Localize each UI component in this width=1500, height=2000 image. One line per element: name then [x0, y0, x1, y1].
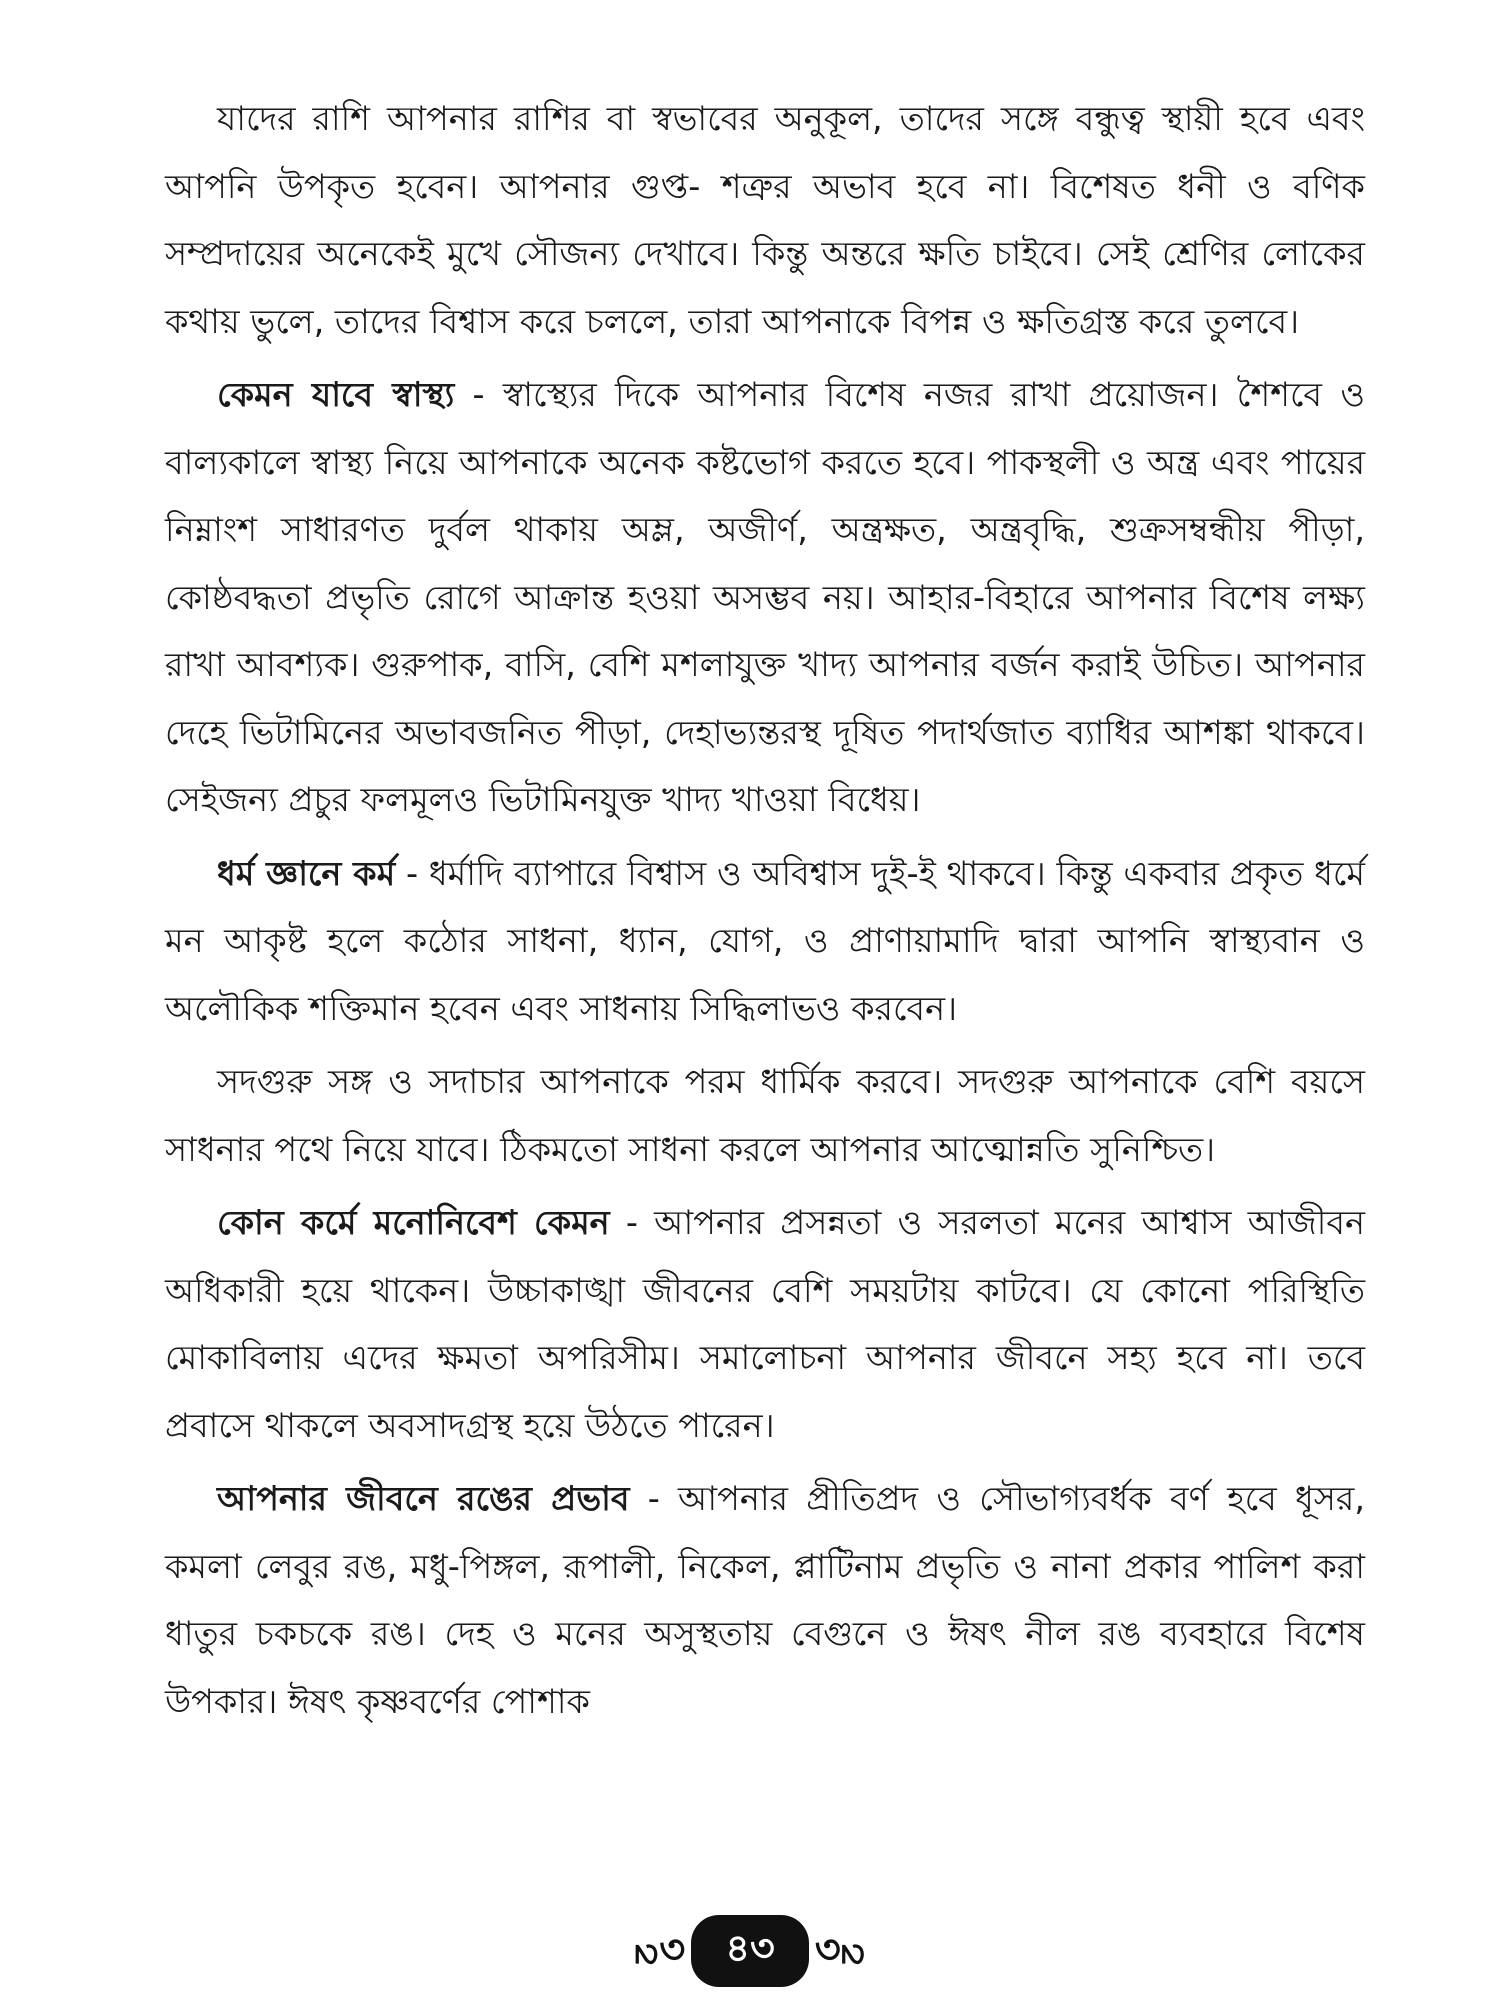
section-heading: ধর্ম জ্ঞানে কর্ম — [217, 853, 396, 893]
section-heading: কেমন যাবে স্বাস্থ্য — [217, 375, 455, 414]
paragraph-religion — [165, 840, 1365, 1043]
page-footer — [0, 1915, 1500, 1987]
paragraph-career — [165, 1189, 1365, 1459]
paragraph-text: - আপনার প্রসন্নতা ও সরলতা মনের আশ্বাস আজীবন অধিকারী হয়ে থাকেন। উচ্চাকাঙ্খা জীবনের বেশি সময়টায় কাটবে। যে কোনো পরিস্থিতি মোকাবিলায় এদের ক্ষমতা অপরিসীম। সমালোচনা আপনার জীবনে সহ্য হবে না। তবে প্রবাসে থাকলে অবসাদগ্রস্থ হয়ে উঠতে পারেন। — [165, 1203, 1365, 1445]
paragraph-text: - ধর্মাদি ব্যাপারে বিশ্বাস ও অবিশ্বাস দুই-ই থাকবে। কিন্তু একবার প্রকৃত ধর্মে মন আকৃষ্ট হলে কঠোর সাধনা, ধ্যান, যোগ, ও প্রাণায়ামাদি দ্বারা আপনি স্বাস্থ্যবান ও অলৌকিক শক্তিমান হবেন এবং সাধনায় সিদ্ধিলাভও করবেন। — [165, 853, 1365, 1028]
paragraph-colors — [165, 1465, 1365, 1735]
footer-ornament-left: ꩳ৩ — [634, 1926, 686, 1973]
paragraph-guru — [165, 1048, 1365, 1183]
page-body — [165, 85, 1365, 1735]
paragraph-text: - আপনার প্রীতিপ্রদ ও সৌভাগ্যবর্ধক বর্ণ হবে ধূসর, কমলা লেবুর রঙ, মধু-পিঙ্গল, রূপালী, নিকেল, প্লাটিনাম প্রভৃতি ও নানা প্রকার পালিশ করা ধাতুর চকচকে রঙ। দেহ ও মনের অসুস্থতায় বেগুনে ও ঈষৎ নীল রঙ ব্যবহারে বিশেষ উপকার। ঈষৎ কৃষ্ণবর্ণের পোশাক — [165, 1479, 1365, 1721]
paragraph-text: - স্বাস্থ্যের দিকে আপনার বিশেষ নজর রাখা প্রয়োজন। শৈশবে ও বাল্যকালে স্বাস্থ্য নিয়ে আপনাকে অনেক কষ্টভোগ করতে হবে। পাকস্থলী ও অন্ত্র এবং পায়ের নিম্নাংশ সাধারণত দুর্বল থাকায় অম্ল, অজীর্ণ, অন্ত্রক্ষত, অন্ত্রবৃদ্ধি, শুক্রসম্বন্ধীয় পীড়া, কোষ্ঠবদ্ধতা প্রভৃতি রোগে আক্রান্ত হওয়া অসম্ভব নয়। আহার-বিহারে আপনার বিশেষ লক্ষ্য রাখা আবশ্যক। গুরুপাক, বাসি, বেশি মশলাযুক্ত খাদ্য আপনার বর্জন করাই উচিত। আপনার দেহে ভিটামিনের অভাবজনিত পীড়া, দেহাভ্যন্তরস্থ দূষিত পদার্থজাত ব্যাধির আশঙ্কা থাকবে। সেইজন্য প্রচুর ফলমূলও ভিটামিনযুক্ত খাদ্য খাওয়া বিধেয়। — [165, 375, 1365, 819]
paragraph-intro — [165, 85, 1365, 355]
section-heading: আপনার জীবনে রঙের প্রভাব — [217, 1479, 630, 1518]
footer-ornament-right: ৩ꩳ — [814, 1926, 866, 1973]
paragraph-text: সদগুরু সঙ্গ ও সদাচার আপনাকে পরম ধার্মিক করবে। সদগুরু আপনাকে বেশি বয়সে সাধনার পথে নিয়ে যাবে। ঠিকমতো সাধনা করলে আপনার আত্মোন্নতি সুনিশ্চিত। — [165, 1062, 1365, 1169]
page-number: ৪৩ — [691, 1915, 808, 1987]
paragraph-health — [165, 361, 1365, 834]
section-heading: কোন কর্মে মনোনিবেশ কেমন — [217, 1203, 610, 1242]
paragraph-text: যাদের রাশি আপনার রাশির বা স্বভাবের অনুকূল, তাদের সঙ্গে বন্ধুত্ব স্থায়ী হবে এবং আপনি উপকৃত হবেন। আপনার গুপ্ত- শত্রুর অভাব হবে না। বিশেষত ধনী ও বণিক সম্প্রদায়ের অনেকেই মুখে সৌজন্য দেখাবে। কিন্তু অন্তরে ক্ষতি চাইবে। সেই শ্রেণির লোকের কথায় ভুলে, তাদের বিশ্বাস করে চললে, তারা আপনাকে বিপন্ন ও ক্ষতিগ্রস্ত করে তুলবে। — [165, 99, 1365, 341]
